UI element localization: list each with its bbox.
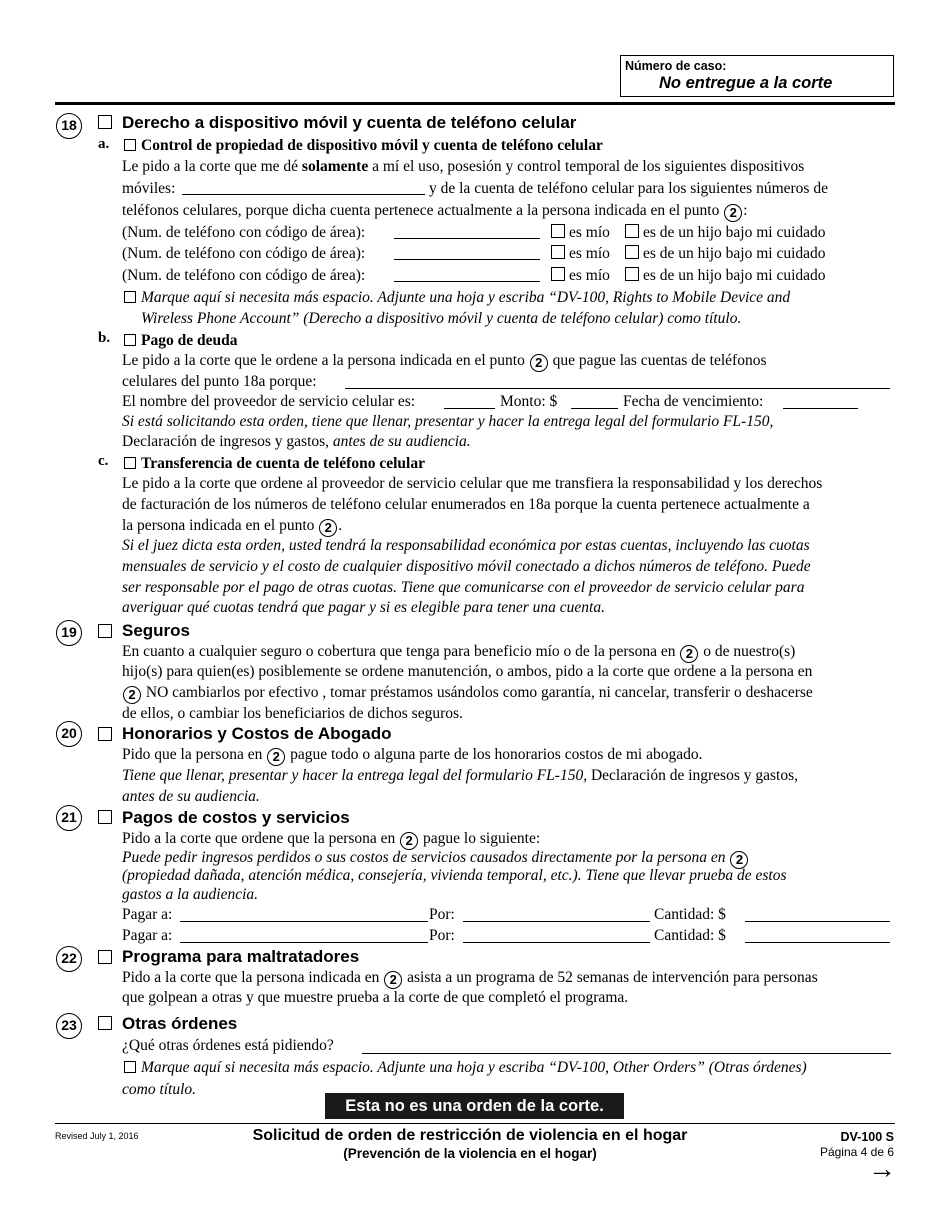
item-number-21: 21 xyxy=(56,805,82,831)
item-18a-line1: Le pido a la corte que me dé solamente a mí el uso, posesión y control temporal de los siguientes dispositivos xyxy=(122,158,805,175)
footer-title: Solicitud de orden de restricción de violencia en el hogar xyxy=(252,1127,688,1144)
item-22-line1: Pido a la corte que la persona indicada en 2 asista a un programa de 52 semanas de intervención para personas xyxy=(122,969,818,987)
pay-to-label-1: Pagar a: xyxy=(122,906,173,923)
item-18c-letter: c. xyxy=(98,453,109,469)
provider-label: El nombre del proveedor de servicio celular es: xyxy=(122,393,416,410)
item-number-19: 19 xyxy=(56,620,82,646)
phone-field-3[interactable] xyxy=(394,281,540,282)
for-label-2: Por: xyxy=(429,927,455,944)
for-field-2[interactable] xyxy=(463,942,650,943)
item-21-note2: (propiedad dañada, atención médica, consejería, vivienda temporal, etc.). Tiene que llevar prueba de estos xyxy=(122,867,787,884)
phone-2-child-checkbox[interactable] xyxy=(625,245,639,259)
item-21-checkbox[interactable] xyxy=(98,810,112,824)
pay-to-label-2: Pagar a: xyxy=(122,927,173,944)
item-23-title: Otras órdenes xyxy=(122,1014,238,1033)
item-23-more-space-1: Marque aquí si necesita más espacio. Adjunte una hoja y escriba “DV-100, Other Orders” (Otras órdenes) xyxy=(141,1059,807,1076)
item-19-line1: En cuanto a cualquier seguro o cobertura que tenga para beneficio mío o de la persona en 2 o de nuestro(s) xyxy=(122,643,796,661)
phone-field-1[interactable] xyxy=(394,238,540,239)
amount-label-2: Cantidad: $ xyxy=(654,927,726,944)
item-18-title: Derecho a dispositivo móvil y cuenta de teléfono celular xyxy=(122,113,577,132)
item-18c-line1: Le pido a la corte que ordene al proveedor de servicio celular que me transfiera la responsabilidad y los derechos xyxy=(122,475,823,492)
item-number-20: 20 xyxy=(56,721,82,747)
item-18a-more-space-checkbox[interactable] xyxy=(124,291,136,303)
pay-to-field-2[interactable] xyxy=(180,942,428,943)
item-23-checkbox[interactable] xyxy=(98,1016,112,1030)
due-date-label: Fecha de vencimiento: xyxy=(623,393,764,410)
phone-1-mine-checkbox[interactable] xyxy=(551,224,565,238)
phone-3-child-checkbox[interactable] xyxy=(625,267,639,281)
page-number: Página 4 de 6 xyxy=(819,1145,894,1159)
person-ref-circle: 2 xyxy=(400,832,418,850)
phone-2-child-label: es de un hijo bajo mi cuidado xyxy=(643,245,826,262)
item-22-title: Programa para maltratadores xyxy=(122,947,360,966)
phone-label-2: (Num. de teléfono con código de área): xyxy=(122,245,366,262)
amount-field-2[interactable] xyxy=(745,942,890,943)
phone-1-child-label: es de un hijo bajo mi cuidado xyxy=(643,224,826,241)
amount-field-1[interactable] xyxy=(745,921,890,922)
provider-field[interactable] xyxy=(444,408,495,409)
item-22-checkbox[interactable] xyxy=(98,950,112,964)
item-18a-line3: teléfonos celulares, porque dicha cuenta pertenece actualmente a la persona indicada en el punto 2 : xyxy=(122,202,748,220)
item-18b-checkbox[interactable] xyxy=(124,334,136,346)
phone-3-mine-label: es mío xyxy=(569,267,610,284)
item-20-note2: antes de su audiencia. xyxy=(122,788,260,805)
header-rule xyxy=(55,102,895,105)
debt-reason-field[interactable] xyxy=(345,388,890,389)
case-number-label: Número de caso: xyxy=(625,59,727,73)
item-18c-title: Transferencia de cuenta de teléfono celular xyxy=(141,455,425,472)
amount-label-1: Cantidad: $ xyxy=(654,906,726,923)
item-20-title: Honorarios y Costos de Abogado xyxy=(122,724,392,743)
item-18c-note1: Si el juez dicta esta orden, usted tendrá la responsabilidad económica por estas cuentas, incluyendo las cuotas xyxy=(122,537,810,554)
phone-1-mine-label: es mío xyxy=(569,224,610,241)
item-22-line2: que golpean a otras y que muestre prueba a la corte de que completó el programa. xyxy=(122,989,629,1006)
item-18b-line1: Le pido a la corte que le ordene a la persona indicada en el punto 2 que pague las cuentas de teléfonos xyxy=(122,352,767,370)
item-21-note1: Puede pedir ingresos perdidos o sus costos de servicios causados directamente por la persona en 2 xyxy=(122,849,749,869)
person-ref-circle: 2 xyxy=(267,748,285,766)
person-ref-circle: 2 xyxy=(724,204,742,222)
item-19-line2: hijo(s) para quien(es) posiblemente se ordene manutención, o ambos, pido a la corte que ordene a la persona en xyxy=(122,663,813,680)
case-number-box xyxy=(620,55,894,97)
item-18-checkbox[interactable] xyxy=(98,115,112,129)
item-23-question: ¿Qué otras órdenes está pidiendo? xyxy=(122,1037,334,1054)
not-court-order-banner: Esta no es una orden de la corte. xyxy=(325,1093,624,1119)
phone-label-1: (Num. de teléfono con código de área): xyxy=(122,224,366,241)
person-ref-circle: 2 xyxy=(530,354,548,372)
phone-label-3: (Num. de teléfono con código de área): xyxy=(122,267,366,284)
person-ref-circle: 2 xyxy=(680,645,698,663)
phone-2-mine-label: es mío xyxy=(569,245,610,262)
for-label-1: Por: xyxy=(429,906,455,923)
item-18c-line3: la persona indicada en el punto 2 . xyxy=(122,517,343,535)
item-18a-more-space-2: Wireless Phone Account” (Derecho a dispositivo móvil y cuenta de teléfono celular) como título. xyxy=(141,310,742,327)
footer-rule xyxy=(55,1123,895,1124)
item-number-23: 23 xyxy=(56,1013,82,1039)
for-field-1[interactable] xyxy=(463,921,650,922)
amount-field[interactable] xyxy=(571,408,618,409)
next-page-arrow-icon[interactable]: → xyxy=(868,1153,896,1184)
person-ref-circle: 2 xyxy=(730,851,748,869)
item-20-note1: Tiene que llenar, presentar y hacer la entrega legal del formulario FL-150, Declaración de ingresos y gastos, xyxy=(122,767,799,784)
item-21-title: Pagos de costos y servicios xyxy=(122,808,350,827)
item-18b-line2: celulares del punto 18a porque: xyxy=(122,373,317,390)
item-number-18: 18 xyxy=(56,113,82,139)
item-19-title: Seguros xyxy=(122,621,191,640)
form-id: DV-100 S xyxy=(840,1130,894,1144)
item-18b-note2: Declaración de ingresos y gastos, antes de su audiencia. xyxy=(122,433,471,450)
phone-3-child-label: es de un hijo bajo mi cuidado xyxy=(643,267,826,284)
person-ref-circle: 2 xyxy=(319,519,337,537)
person-ref-circle: 2 xyxy=(384,971,402,989)
item-20-checkbox[interactable] xyxy=(98,727,112,741)
due-date-field[interactable] xyxy=(783,408,858,409)
item-18c-note4: averiguar qué cuotas tendrá que pagar y si es elegible para tener una cuenta. xyxy=(122,599,605,616)
footer-subtitle: (Prevención de la violencia en el hogar) xyxy=(343,1146,597,1161)
phone-1-child-checkbox[interactable] xyxy=(625,224,639,238)
item-number-22: 22 xyxy=(56,946,82,972)
item-18a-title: Control de propiedad de dispositivo móvil y cuenta de teléfono celular xyxy=(141,137,603,154)
item-18b-letter: b. xyxy=(98,330,111,346)
item-18a-checkbox[interactable] xyxy=(124,139,136,151)
item-18a-letter: a. xyxy=(98,136,110,152)
item-19-checkbox[interactable] xyxy=(98,624,112,638)
item-18c-note3: ser responsable por el pago de otras cuotas. Tiene que comunicarse con el proveedor de servicio celular para xyxy=(122,579,805,596)
item-19-line4: de ellos, o cambiar los beneficiarios de dichos seguros. xyxy=(122,705,463,722)
item-18b-note1: Si está solicitando esta orden, tiene que llenar, presentar y hacer la entrega legal del formulario FL-150, xyxy=(122,413,774,430)
phone-field-2[interactable] xyxy=(394,259,540,260)
pay-to-field-1[interactable] xyxy=(180,921,428,922)
phone-3-mine-checkbox[interactable] xyxy=(551,267,565,281)
item-18c-checkbox[interactable] xyxy=(124,457,136,469)
item-23-more-space-2: como título. xyxy=(122,1081,197,1098)
item-18c-note2: mensuales de servicio y el costo de cualquier dispositivo móvil conectado a dichos números de teléfono. Puede xyxy=(122,558,811,575)
item-21-line1: Pido a la corte que ordene que la persona en 2 pague lo siguiente: xyxy=(122,830,541,848)
item-19-line3: 2 NO cambiarlos por efectivo , tomar préstamos usándolos como garantía, ni cancelar, transferir o deshacerse xyxy=(122,684,813,704)
person-ref-circle: 2 xyxy=(123,686,141,704)
item-18a-more-space-1: Marque aquí si necesita más espacio. Adjunte una hoja y escriba “DV-100, Rights to Mobile Device and xyxy=(141,289,791,306)
item-18a-line2-post: y de la cuenta de teléfono celular para los siguientes números de xyxy=(429,180,828,197)
item-23-more-space-checkbox[interactable] xyxy=(124,1061,136,1073)
amount-label: Monto: $ xyxy=(500,393,558,410)
item-20-line1: Pido que la persona en 2 pague todo o alguna parte de los honorarios costos de mi abogado. xyxy=(122,746,703,764)
phone-2-mine-checkbox[interactable] xyxy=(551,245,565,259)
case-number-value: No entregue a la corte xyxy=(659,74,833,92)
item-18a-line2-pre: móviles: xyxy=(122,180,176,197)
revised-date: Revised July 1, 2016 xyxy=(55,1131,139,1141)
mobile-devices-field[interactable] xyxy=(182,194,425,195)
item-18c-line2: de facturación de los números de teléfono celular enumerados en 18a porque la cuenta pertenece actualmente a xyxy=(122,496,810,513)
item-21-note3: gastos a la audiencia. xyxy=(122,886,259,903)
item-18b-title: Pago de deuda xyxy=(141,332,238,349)
other-orders-field[interactable] xyxy=(362,1053,891,1054)
